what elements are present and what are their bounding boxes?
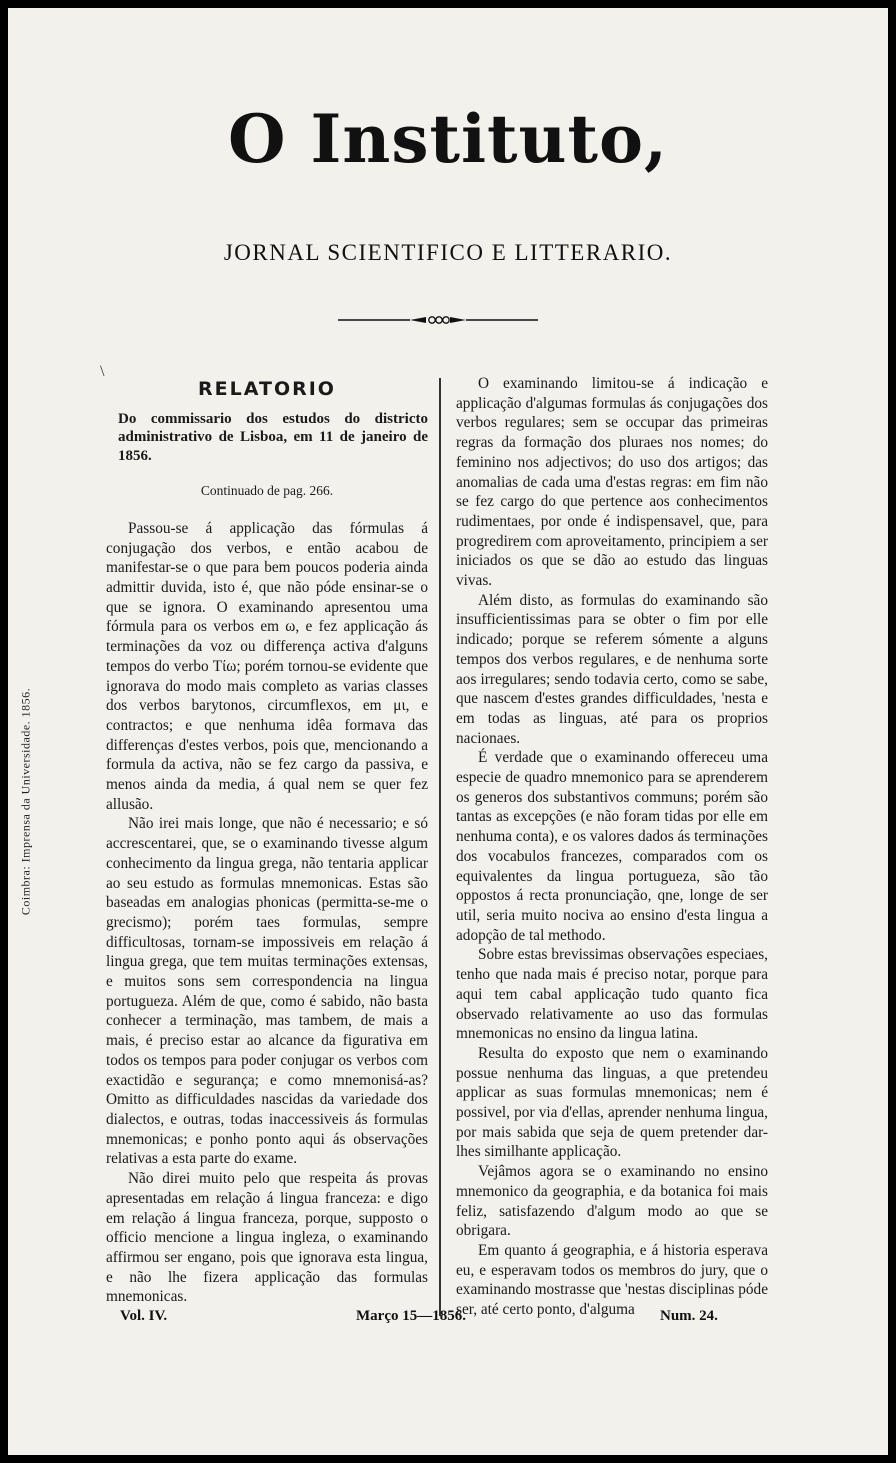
paragraph: Além disto, as formulas do examinando são insufficientissimas para se obter o fim por elle indicado; porque se referem sómente a alguns tempos dos verbos regulares, e de nenhuma sorte aos irregulares; sendo todavia certo, como se sabe, que nascem d'estes grandes difficuldades, 'nesta e em todas as linguas, até para os proprios nacionaes. bbox=[456, 591, 768, 747]
masthead-title: O Instituto, bbox=[227, 100, 668, 178]
footer-date: Março 15—1856. bbox=[356, 1308, 466, 1324]
paragraph: Resulta do exposto que nem o examinando possue nenhuma das linguas, a que pretendeu applicar as suas formulas mnemonicas; nem é possivel, por via d'ellas, aprender nenhuma lingua, por mais sabida que seja de quem pretender dar-lhes similhante applicação. bbox=[456, 1044, 768, 1161]
paragraph: Não direi muito pelo que respeita ás provas apresentadas em relação á lingua franceza: e digo em relação á lingua franceza, porque, supposto o officio mencione a lingua ingleza, o examinando affirmou ser engano, pois que ignorava esta lingua, e não lhe fizera applicação das formulas mnemonicas. bbox=[106, 1170, 428, 1306]
right-column bbox=[456, 374, 768, 1320]
paragraph: Vejâmos agora se o examinando no ensino mnemonico da geographia, e da botanica foi mais feliz, satisfazendo d'algum modo ao que se obrigara. bbox=[456, 1163, 768, 1240]
report-subhead: Do commissario dos estudos do districto administrativo de Lisboa, em 11 de janeiro de 1856. bbox=[118, 410, 428, 464]
side-imprint: Coimbra: Imprensa da Universidade. 1856. bbox=[18, 687, 33, 916]
paragraph: Não irei mais longe, que não é necessario; e só accrescentarei, que, se o examinando tivesse algum conhecimento da lingua grega, não tentaria applicar ao seu estudo as formulas mnemonicas. Estas são baseadas em analogias phonicas (permitta-se-me o grecismo); porém taes formulas, sempre difficultosas, tornam-se impossiveis em relação á lingua grega, que tem muitas terminações extensas, e muitos sons sem correspondencia na lingua portugueza. Além de que, como é sabido, não basta conhecer a terminação, mas tambem, de mais a mais, é preciso estar ao alcance da figurativa em todos os tempos para poder conjugar os verbos com exactidão e segurança; e como mnemonisá-as? Omitto as difficuldades nascidas da variedade dos dialectos, e outras, todas inaccessiveis ás formulas mnemonicas; e ponho ponto aqui ás observações relativas a esta parte do exame. bbox=[106, 815, 428, 1168]
continued-note: Continuado de pag. 266. bbox=[200, 483, 334, 499]
footer-volume: Vol. IV. bbox=[120, 1308, 168, 1324]
margin-mark: \ bbox=[100, 363, 105, 380]
masthead-subtitle: JORNAL SCIENTIFICO E LITTERARIO. bbox=[223, 240, 673, 265]
footer-number: Num. 24. bbox=[660, 1308, 718, 1324]
section-title: RELATORIO bbox=[198, 378, 336, 400]
paragraph: Sobre estas brevissimas observações especiaes, tenho que nada mais é preciso notar, porque para aqui tem cabal applicação tudo quanto fica observado relativamente ao uso das formulas mnemonicas no ensino da lingua latina. bbox=[456, 946, 768, 1043]
left-column bbox=[106, 374, 428, 1307]
paragraph: O examinando limitou-se á indicação e applicação d'algumas formulas ás conjugações dos verbos regulares; sem se occupar das primeiras regras da formação dos pluraes nos nomes; do feminino nos adjectivos; do uso dos artigos; das anomalias de cada uma d'estas regras: em fim não se fez cargo do que pertence aos conhecimentos rudimentaes, por onde é indispensavel, que, para progredirem com aproveitamento, principiem a ser iniciados os que se dão ao estudo das linguas vivas. bbox=[456, 375, 768, 590]
paragraph: Passou-se á applicação das fórmulas á conjugação dos verbos, e então acabou de manifestar-se o que para bem poucos poderia ainda admittir duvida, isto é, que não póde ensinar-se o que se ignora. O examinando apresentou uma fórmula para os verbos em ω, e fez applicação ás terminações da voz ou differença activa d'alguns tempos do verbo Τίω; porém tornou-se evidente que ignorava do modo mais completo as varias classes dos verbos barytonos, circumflexos, em μι, e contractos; e que nenhuma idêa formava das differenças d'estes verbos, pois que, mencionando a formula da activa, não se fez cargo da passiva, e menos ainda da media, á qual nem se quer fez allusão. bbox=[106, 519, 428, 813]
paragraph: É verdade que o examinando offereceu uma especie de quadro mnemonico para se aprenderem os generos dos substantivos communs; porém são tantas as excepções (e não foram tidas por elle em nenhuma conta), e os valores dados ás terminações dos vocabulos francezes, comparados com os equivalentes da lingua portugueza, são tão oppostos á recta pronunciação, qne, longe de ser util, seria muito nociva ao ensino d'esta lingua a adopção de tal methodo. bbox=[456, 749, 768, 944]
ornament-divider bbox=[338, 312, 538, 328]
paragraph: Em quanto á geographia, e á historia esperava eu, e esperavam todos os membros do jury, que o examinando mostrasse que 'nestas disciplinas póde ser, até certo ponto, d'alguma bbox=[456, 1241, 768, 1319]
column-rule bbox=[439, 378, 441, 1316]
journal-page bbox=[8, 8, 888, 1455]
